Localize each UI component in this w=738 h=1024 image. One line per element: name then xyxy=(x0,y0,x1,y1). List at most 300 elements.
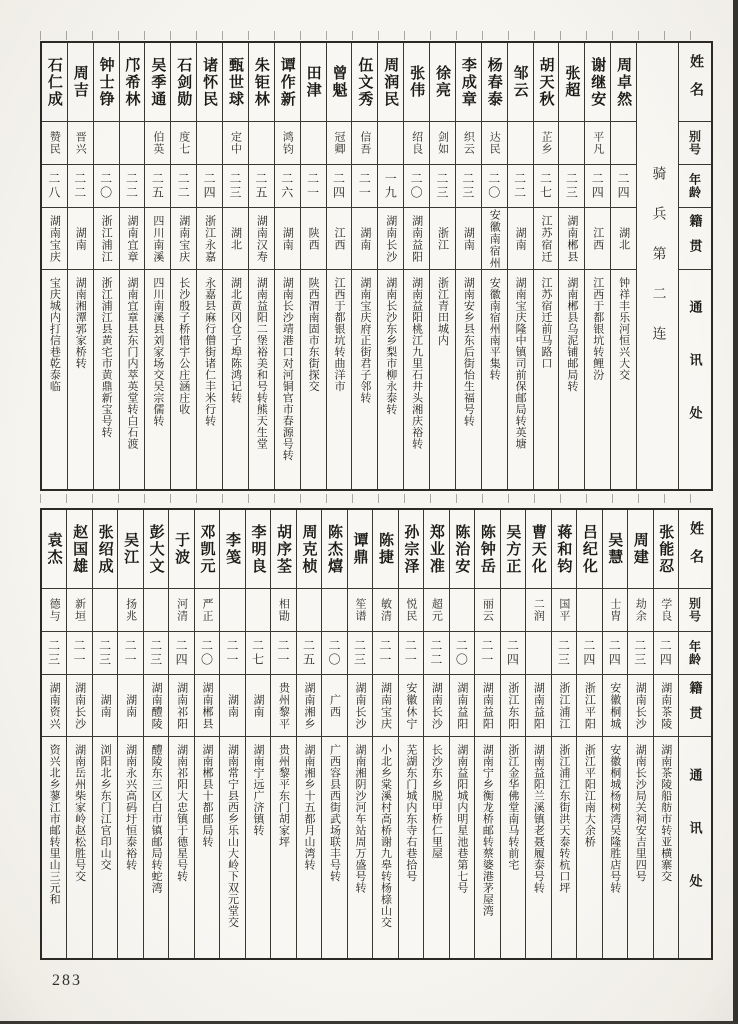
row-header-column xyxy=(678,510,711,958)
address-cell-text: 湖南长沙东乡梨市柳永泰转 xyxy=(384,277,397,415)
row-header-alias-text: 别号 xyxy=(687,597,702,623)
alias-cell xyxy=(42,589,66,632)
name-cell xyxy=(145,43,170,122)
age-cell-text: 二〇 xyxy=(199,639,214,667)
age-cell xyxy=(404,165,429,208)
alias-cell-text: 敏清 xyxy=(379,598,392,622)
entry-column xyxy=(558,43,584,489)
address-cell-text: 陕西渭南固市东街探交 xyxy=(307,277,320,392)
origin-cell-text: 湖南长沙 xyxy=(73,681,86,730)
address-cell xyxy=(450,737,474,958)
alias-cell xyxy=(223,122,248,165)
origin-cell xyxy=(628,675,652,737)
name-cell xyxy=(373,510,397,589)
age-cell xyxy=(430,165,455,208)
name-cell-text: 石仁成 xyxy=(45,56,62,108)
name-cell xyxy=(275,43,300,122)
entry-column xyxy=(219,510,244,958)
origin-cell xyxy=(348,675,372,737)
tick-strip-middle xyxy=(40,494,713,503)
origin-cell-text: 江苏宿迁 xyxy=(539,214,552,263)
alias-cell xyxy=(450,589,474,632)
name-cell-text: 袁杰 xyxy=(45,532,62,566)
origin-cell xyxy=(327,208,352,270)
origin-cell xyxy=(611,208,636,270)
age-cell-text: 二三 xyxy=(632,639,647,667)
age-cell xyxy=(327,165,352,208)
address-cell-text: 安徽南宿州南平集转 xyxy=(488,277,501,381)
address-cell xyxy=(67,737,91,958)
name-cell-text: 邓凯元 xyxy=(198,523,215,575)
age-cell-text: 二〇 xyxy=(98,172,113,200)
address-cell-text: 湖北黄冈仓子埠陈鸿记转 xyxy=(229,277,242,404)
address-cell xyxy=(430,270,455,489)
entry-column xyxy=(194,510,219,958)
origin-cell xyxy=(144,675,168,737)
address-cell-text: 湖南湘潭郭家桥转 xyxy=(74,277,87,369)
origin-cell-text: 湖南 xyxy=(358,226,371,251)
alias-cell xyxy=(297,589,321,632)
age-cell xyxy=(552,632,576,675)
name-cell xyxy=(456,43,481,122)
alias-cell-text: 冠卿 xyxy=(332,131,345,155)
age-cell-text: 二六 xyxy=(279,172,294,200)
entry-column xyxy=(326,43,352,489)
alias-cell-text: 伯英 xyxy=(151,131,164,155)
name-cell-text: 于波 xyxy=(173,532,190,566)
alias-cell xyxy=(249,122,274,165)
alias-cell xyxy=(322,589,346,632)
name-cell-text: 陈杰熺 xyxy=(325,523,342,575)
address-cell xyxy=(577,737,601,958)
address-cell xyxy=(585,270,610,489)
origin-cell xyxy=(197,208,222,270)
origin-cell-text: 浙江浦江 xyxy=(557,681,570,730)
origin-cell xyxy=(552,675,576,737)
alias-cell xyxy=(94,122,119,165)
name-cell-text: 李明良 xyxy=(249,523,266,575)
name-cell-text: 周克桢 xyxy=(300,523,317,575)
age-cell xyxy=(246,632,270,675)
address-cell xyxy=(501,737,525,958)
origin-cell-text: 湖南益阳 xyxy=(481,681,494,730)
age-cell xyxy=(352,165,377,208)
address-cell-text: 长沙东乡脱甲桥仁里屋 xyxy=(430,744,443,859)
alias-cell-text: 晋兴 xyxy=(74,131,87,155)
name-cell xyxy=(220,510,244,589)
name-cell xyxy=(450,510,474,589)
alias-cell-text: 定中 xyxy=(229,131,242,155)
origin-cell-text: 湖南汉寿 xyxy=(255,214,268,263)
address-cell-text: 浙江青田城内 xyxy=(436,277,449,346)
name-cell-text: 谭鼎 xyxy=(351,532,368,566)
origin-cell xyxy=(424,675,448,737)
age-cell-text: 二四 xyxy=(505,639,520,667)
name-cell xyxy=(577,510,601,589)
alias-cell xyxy=(424,589,448,632)
name-cell xyxy=(552,510,576,589)
address-cell-text: 广西容县西街武场联丰号转 xyxy=(328,744,341,882)
address-cell-text: 湖南常宁县西乡乐山大岭下双元堂交 xyxy=(226,744,239,928)
name-cell xyxy=(628,510,652,589)
address-cell-text: 湖南湘乡十五都月山湾转 xyxy=(302,744,315,871)
alias-cell xyxy=(68,122,93,165)
address-cell-text: 湖南宜章县东门内萃英堂转白石渡 xyxy=(125,277,138,450)
alias-cell xyxy=(654,589,678,632)
alias-cell-text: 平凡 xyxy=(591,131,604,155)
entry-column xyxy=(274,43,300,489)
age-cell xyxy=(171,165,196,208)
row-header-age-text: 年龄 xyxy=(687,173,702,199)
alias-cell xyxy=(430,122,455,165)
name-cell-text: 周建 xyxy=(631,532,648,566)
address-cell-text: 四川南溪县刘家场交吴宗儒转 xyxy=(151,277,164,427)
name-cell xyxy=(404,43,429,122)
name-cell xyxy=(348,510,372,589)
address-cell-text: 醴陵东三区白市镇邮局转蛇湾 xyxy=(150,744,163,894)
alias-cell xyxy=(171,122,196,165)
entry-column xyxy=(296,510,321,958)
row-header-name xyxy=(679,43,711,122)
entry-column xyxy=(270,510,295,958)
unit-label-column xyxy=(636,43,678,489)
alias-cell-text: 德与 xyxy=(48,598,61,622)
name-cell-text: 陈捷 xyxy=(376,532,393,566)
address-cell xyxy=(399,737,423,958)
age-cell xyxy=(559,165,584,208)
alias-cell xyxy=(628,589,652,632)
alias-cell-text: 河清 xyxy=(175,598,188,622)
address-cell xyxy=(482,270,507,489)
name-cell xyxy=(68,43,93,122)
origin-cell-text: 江西 xyxy=(591,226,604,251)
alias-cell xyxy=(603,589,627,632)
row-header-address xyxy=(679,737,711,958)
alias-cell xyxy=(197,122,222,165)
entry-column xyxy=(423,510,448,958)
address-cell-text: 钟祥丰乐河恒兴大交 xyxy=(617,277,630,381)
age-cell-text: 二〇 xyxy=(409,172,424,200)
address-cell xyxy=(93,737,117,958)
address-cell-text: 资兴北乡蓼江市邮转里山三元和 xyxy=(48,744,61,905)
row-header-origin xyxy=(679,675,711,737)
age-cell-text: 二〇 xyxy=(486,172,501,200)
entry-column xyxy=(455,43,481,489)
name-cell xyxy=(534,43,559,122)
alias-cell xyxy=(534,122,559,165)
address-cell-text: 湖南宁远广济镇转 xyxy=(252,744,265,836)
age-cell xyxy=(611,165,636,208)
origin-cell-text: 湖南 xyxy=(124,693,137,718)
age-cell xyxy=(501,632,525,675)
entry-column xyxy=(449,510,474,958)
address-cell xyxy=(322,737,346,958)
address-cell-text: 浏阳北乡东门江官印山交 xyxy=(99,744,112,871)
entry-column xyxy=(474,510,499,958)
origin-cell-text: 浙江永嘉 xyxy=(203,214,216,263)
alias-cell-text: 织云 xyxy=(462,131,475,155)
name-cell-text: 邹云 xyxy=(511,65,528,99)
alias-cell-text: 丽云 xyxy=(481,598,494,622)
origin-cell-text: 湖南长沙 xyxy=(353,681,366,730)
entry-column xyxy=(67,43,93,489)
entry-column xyxy=(168,510,193,958)
alias-cell xyxy=(501,589,525,632)
name-cell-text: 李笺 xyxy=(224,532,241,566)
origin-cell-text: 湖南宝庆 xyxy=(48,214,61,263)
origin-cell xyxy=(249,208,274,270)
origin-cell-text: 湖北 xyxy=(229,226,242,251)
origin-cell xyxy=(275,208,300,270)
name-cell xyxy=(301,43,326,122)
age-cell xyxy=(322,632,346,675)
origin-cell-text: 陕西 xyxy=(307,226,320,251)
age-cell xyxy=(373,632,397,675)
address-cell-text: 湖南茶陵船舫市转亚横寨交 xyxy=(659,744,672,882)
alias-cell xyxy=(169,589,193,632)
alias-cell-text: 学良 xyxy=(659,598,672,622)
alias-cell xyxy=(456,122,481,165)
origin-cell-text: 湖南宜章 xyxy=(125,214,138,263)
age-cell-text: 二〇 xyxy=(326,639,341,667)
address-cell-text: 芜湖东门城内东寺右巷拾号 xyxy=(404,744,417,882)
alias-cell-text: 扬兆 xyxy=(124,598,137,622)
age-cell xyxy=(220,632,244,675)
origin-cell xyxy=(169,675,193,737)
entry-column xyxy=(170,43,196,489)
origin-cell-text: 湖南祁阳 xyxy=(175,681,188,730)
name-cell xyxy=(611,43,636,122)
name-cell-text: 赵国雄 xyxy=(71,523,88,575)
age-cell xyxy=(399,632,423,675)
address-cell-text: 湖南郴县乌泥铺邮局转 xyxy=(565,277,578,392)
origin-cell xyxy=(67,675,91,737)
address-cell xyxy=(628,737,652,958)
entry-column xyxy=(398,510,423,958)
origin-cell-text: 湖南益阳 xyxy=(455,681,468,730)
row-header-address-text: 通讯处 xyxy=(687,300,703,459)
alias-cell xyxy=(577,589,601,632)
alias-cell xyxy=(301,122,326,165)
address-cell-text: 湖南益阳桃江九里石井头湘庆裕转 xyxy=(410,277,423,450)
alias-cell xyxy=(399,589,423,632)
age-cell-text: 二四 xyxy=(581,639,596,667)
address-cell-text: 湖南宁乡衡龙桥邮转蔡婆港茅屋湾 xyxy=(481,744,494,917)
name-cell-text: 张伟 xyxy=(408,65,425,99)
age-cell xyxy=(475,632,499,675)
alias-cell xyxy=(220,589,244,632)
name-cell-text: 徐亮 xyxy=(433,65,450,99)
name-cell xyxy=(144,510,168,589)
alias-cell xyxy=(67,589,91,632)
roster-table-bottom xyxy=(40,508,713,960)
alias-cell xyxy=(378,122,403,165)
origin-cell xyxy=(297,675,321,737)
address-cell xyxy=(508,270,533,489)
origin-cell-text: 湖南长沙 xyxy=(634,681,647,730)
age-cell xyxy=(120,165,145,208)
age-cell-text: 二一 xyxy=(377,639,392,667)
address-cell xyxy=(145,270,170,489)
name-cell-text: 邝希林 xyxy=(123,56,140,108)
origin-cell-text: 湖南郴县 xyxy=(565,214,578,263)
name-cell-text: 朱钜林 xyxy=(252,56,269,108)
origin-cell-text: 浙江东阳 xyxy=(506,681,519,730)
age-cell-text: 二〇 xyxy=(454,639,469,667)
origin-cell xyxy=(68,208,93,270)
address-cell-text: 江西于都银坑转曲洋市 xyxy=(332,277,345,392)
entry-column xyxy=(377,43,403,489)
age-cell xyxy=(169,632,193,675)
name-cell xyxy=(603,510,627,589)
name-cell-text: 田津 xyxy=(304,65,321,99)
row-header-age xyxy=(679,165,711,208)
address-cell xyxy=(171,270,196,489)
address-cell-text: 湖南益阳二堡裕美和号转熊天生堂 xyxy=(255,277,268,450)
origin-cell xyxy=(301,208,326,270)
entry-column xyxy=(584,43,610,489)
age-cell xyxy=(197,165,222,208)
address-cell-text: 长沙殷子桥惜宇公庄涵庄收 xyxy=(177,277,190,415)
address-cell xyxy=(246,737,270,958)
age-cell-text: 二四 xyxy=(616,172,631,200)
name-cell xyxy=(559,43,584,122)
origin-cell xyxy=(456,208,481,270)
entry-column xyxy=(507,43,533,489)
origin-cell xyxy=(559,208,584,270)
age-cell xyxy=(195,632,219,675)
age-cell-text: 二四 xyxy=(174,639,189,667)
alias-cell-text: 二润 xyxy=(532,598,545,622)
age-cell xyxy=(94,165,119,208)
row-header-name-text: 姓名 xyxy=(688,54,703,110)
age-cell xyxy=(223,165,248,208)
origin-cell xyxy=(399,675,423,737)
name-cell-text: 曹天化 xyxy=(529,523,546,575)
address-cell xyxy=(424,737,448,958)
address-cell xyxy=(559,270,584,489)
alias-cell xyxy=(552,589,576,632)
entry-column xyxy=(119,43,145,489)
origin-cell xyxy=(404,208,429,270)
address-cell-text: 湖南郴县十都邮局转 xyxy=(201,744,214,848)
age-cell xyxy=(577,632,601,675)
origin-cell xyxy=(352,208,377,270)
address-cell xyxy=(197,270,222,489)
origin-cell-text: 湖南 xyxy=(252,693,265,718)
age-cell-text: 二一 xyxy=(479,639,494,667)
name-cell-text: 曾魁 xyxy=(330,65,347,99)
entry-column xyxy=(347,510,372,958)
address-cell-text: 贵州黎平东门胡家坪 xyxy=(277,744,290,848)
row-header-name xyxy=(679,510,711,589)
name-cell xyxy=(93,510,117,589)
alias-cell xyxy=(42,122,67,165)
age-cell-text: 二五 xyxy=(301,639,316,667)
origin-cell-text: 湖南宝庆 xyxy=(379,681,392,730)
alias-cell-text: 信吾 xyxy=(358,131,371,155)
entry-column xyxy=(144,43,170,489)
origin-cell xyxy=(120,208,145,270)
age-cell-text: 二一 xyxy=(225,639,240,667)
origin-cell xyxy=(508,208,533,270)
age-cell-text: 二一 xyxy=(72,639,87,667)
age-cell xyxy=(67,632,91,675)
name-cell-text: 杨春泰 xyxy=(485,56,502,108)
name-cell-text: 吴季通 xyxy=(149,56,166,108)
age-cell-text: 二一 xyxy=(276,639,290,667)
name-cell xyxy=(585,43,610,122)
name-cell-text: 钟士铮 xyxy=(97,56,114,108)
alias-cell xyxy=(120,122,145,165)
alias-cell xyxy=(508,122,533,165)
age-cell-text: 二三 xyxy=(227,172,242,200)
name-cell-text: 伍文秀 xyxy=(356,56,373,108)
address-cell xyxy=(169,737,193,958)
address-cell xyxy=(654,737,678,958)
age-cell xyxy=(654,632,678,675)
address-cell-text: 湖南永兴高码圩恒泰裕转 xyxy=(124,744,137,871)
address-cell xyxy=(68,270,93,489)
origin-cell xyxy=(322,675,346,737)
name-cell-text: 周卓然 xyxy=(615,56,632,108)
name-cell xyxy=(67,510,91,589)
entry-column xyxy=(627,510,652,958)
row-header-alias xyxy=(679,589,711,632)
origin-cell-text: 湖南长沙 xyxy=(384,214,397,263)
row-header-alias xyxy=(679,122,711,165)
origin-cell xyxy=(195,675,219,737)
age-cell-text: 二二 xyxy=(176,172,191,200)
name-cell xyxy=(327,43,352,122)
age-cell-text: 二一 xyxy=(305,172,320,200)
origin-cell xyxy=(430,208,455,270)
name-cell-text: 张超 xyxy=(563,65,580,99)
origin-cell xyxy=(171,208,196,270)
row-header-address-text: 通讯处 xyxy=(687,768,703,927)
address-cell xyxy=(603,737,627,958)
address-cell xyxy=(552,737,576,958)
origin-cell xyxy=(145,208,170,270)
name-cell xyxy=(424,510,448,589)
name-cell-text: 周吉 xyxy=(71,65,88,99)
origin-cell-text: 四川南溪 xyxy=(151,214,164,263)
address-cell xyxy=(534,270,559,489)
origin-cell-text: 安徽桐城 xyxy=(608,681,621,730)
entry-column xyxy=(576,510,601,958)
origin-cell-text: 湖南醴陵 xyxy=(150,681,163,730)
address-cell xyxy=(301,270,326,489)
alias-cell xyxy=(144,589,168,632)
entry-column xyxy=(117,510,142,958)
alias-cell xyxy=(404,122,429,165)
unit-label: 骑兵第二连 xyxy=(650,166,666,366)
origin-cell-text: 贵州黎平 xyxy=(277,681,290,730)
origin-cell xyxy=(534,208,559,270)
age-cell xyxy=(42,632,66,675)
name-cell xyxy=(297,510,321,589)
origin-cell xyxy=(378,208,403,270)
address-cell xyxy=(297,737,321,958)
age-cell xyxy=(424,632,448,675)
address-cell xyxy=(352,270,377,489)
origin-cell-text: 湖南 xyxy=(462,226,475,251)
name-cell xyxy=(508,43,533,122)
name-cell-text: 胡序荃 xyxy=(275,523,291,575)
address-cell xyxy=(348,737,372,958)
origin-cell-text: 湖南 xyxy=(226,693,239,718)
age-cell-text: 二四 xyxy=(331,172,346,200)
